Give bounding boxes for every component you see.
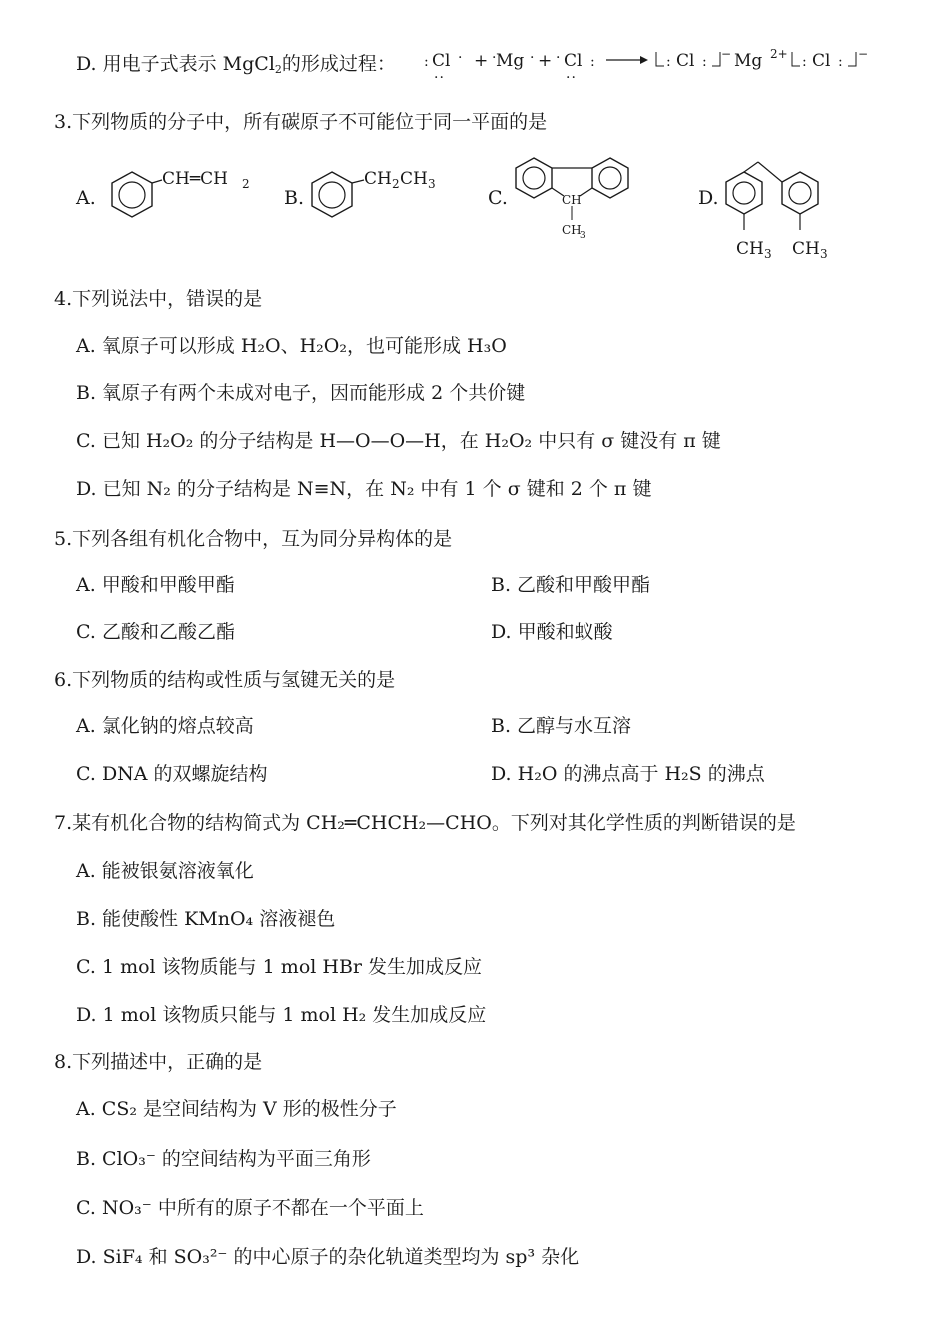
q2d-prefix: D. 用电子式表示 MgCl: [76, 53, 275, 75]
q4-option-d: D. 已知 N₂ 的分子结构是 N≡N，在 N₂ 中有 1 个 σ 键和 2 个 π 键: [76, 478, 652, 500]
mg-atom: Mg: [496, 51, 525, 71]
q8-option-b: B. ClO₃⁻ 的空间结构为平面三角形: [76, 1148, 371, 1170]
q3d-sub-2: 3: [820, 247, 828, 261]
q6-option-c: C. DNA 的双螺旋结构: [76, 763, 268, 785]
q4-option-a: A. 氧原子可以形成 H₂O、H₂O₂，也可能形成 H₃O: [76, 335, 507, 357]
q3-structures: [70, 150, 860, 265]
q7-option-d: D. 1 mol 该物质只能与 1 mol H₂ 发生加成反应: [76, 1004, 487, 1026]
q4-option-c: C. 已知 H₂O₂ 的分子结构是 H—O—O—H，在 H₂O₂ 中只有 σ 键没有 π 键: [76, 430, 721, 452]
svg-text:··: ··: [434, 70, 445, 84]
fluorene-structure: [516, 158, 628, 220]
cl-ion-1: Cl: [676, 51, 695, 71]
cl-atom-2: Cl: [564, 51, 583, 71]
q3-label-d: D.: [698, 187, 719, 209]
q5-option-a: A. 甲酸和甲酸甲酯: [76, 574, 235, 596]
q4-option-b: B. 氧原子有两个未成对电子，因而能形成 2 个共价键: [76, 382, 526, 404]
svg-text:·: ·: [556, 50, 562, 66]
cl-atom-1: Cl: [432, 51, 451, 71]
q7-stem: 7.某有机化合物的结构简式为 CH₂═CHCH₂—CHO。下列对其化学性质的判断错误的是: [54, 812, 796, 834]
q3-label-a: A.: [76, 187, 96, 209]
q3b-sub-2: 3: [428, 177, 436, 191]
q8-option-c: C. NO₃⁻ 中所有的原子不都在一个平面上: [76, 1197, 424, 1219]
benzene-ring-b: [312, 172, 352, 217]
cl-ion-2: Cl: [812, 51, 831, 71]
q5-option-b: B. 乙酸和甲酸甲酯: [491, 574, 651, 596]
mg-ion: Mg: [734, 51, 763, 71]
q6-stem: 6.下列物质的结构或性质与氢键无关的是: [54, 669, 396, 691]
q3-stem: 3.下列物质的分子中，所有碳原子不可能位于同一平面的是: [54, 111, 548, 133]
svg-text::: :: [590, 54, 596, 70]
svg-text:··: ··: [566, 70, 577, 84]
svg-text:·: ·: [492, 50, 498, 66]
plus-sign-2: +: [538, 51, 553, 71]
q2-option-d: [76, 52, 396, 76]
q2d-mid: 的形成过程：: [281, 53, 396, 75]
q2d-sub: 2: [274, 63, 282, 76]
q3-label-b: B.: [284, 187, 305, 209]
q3c-sub: 3: [580, 231, 586, 241]
q7-option-b: B. 能使酸性 KMnO₄ 溶液褪色: [76, 908, 336, 930]
q8-stem: 8.下列描述中，正确的是: [54, 1051, 263, 1073]
q3d-ch3-1: CH: [736, 239, 764, 259]
q3b-formula-2: CH: [400, 169, 428, 189]
q8-option-d: D. SiF₄ 和 SO₃²⁻ 的中心原子的杂化轨道类型均为 sp³ 杂化: [76, 1246, 580, 1268]
q3d-ch3-2: CH: [792, 239, 820, 259]
mg-charge: 2+: [770, 47, 788, 61]
q3a-sub: 2: [242, 177, 250, 191]
q3c-ch: CH: [562, 193, 582, 207]
q3c-ch3: CH: [562, 223, 582, 237]
q3-label-c: C.: [488, 187, 508, 209]
q5-stem: 5.下列各组有机化合物中，互为同分异构体的是: [54, 528, 453, 550]
mgcl2-electron-formula: [418, 44, 898, 84]
q6-option-b: B. 乙醇与水互溶: [491, 715, 632, 737]
cl-charge-1: −: [721, 47, 732, 61]
svg-text::: :: [838, 54, 844, 70]
q7-option-a: A. 能被银氨溶液氧化: [76, 860, 254, 882]
cl-charge-2: −: [858, 47, 869, 61]
q5-option-d: D. 甲酸和蚁酸: [491, 621, 613, 643]
q3b-sub-1: 2: [392, 177, 400, 191]
q6-option-d: D. H₂O 的沸点高于 H₂S 的沸点: [491, 763, 765, 785]
svg-text:·: ·: [530, 50, 536, 66]
q8-option-a: A. CS₂ 是空间结构为 V 形的极性分子: [76, 1098, 397, 1120]
q3b-formula-1: CH: [364, 169, 392, 189]
q3a-formula: CH═CH: [162, 169, 228, 189]
q6-option-a: A. 氯化钠的熔点较高: [76, 715, 254, 737]
svg-text:·: ·: [458, 50, 464, 66]
svg-text::: :: [666, 54, 672, 70]
q3d-sub-1: 3: [764, 247, 772, 261]
svg-text::: :: [702, 54, 708, 70]
q7-option-c: C. 1 mol 该物质能与 1 mol HBr 发生加成反应: [76, 956, 483, 978]
benzene-ring-a: [112, 172, 152, 217]
biphenyl-structure: [726, 162, 818, 230]
svg-text::: :: [424, 54, 430, 70]
svg-text::: :: [802, 54, 808, 70]
q4-stem: 4.下列说法中，错误的是: [54, 288, 263, 310]
q5-option-c: C. 乙酸和乙酸乙酯: [76, 621, 235, 643]
plus-sign-1: +: [474, 51, 489, 71]
